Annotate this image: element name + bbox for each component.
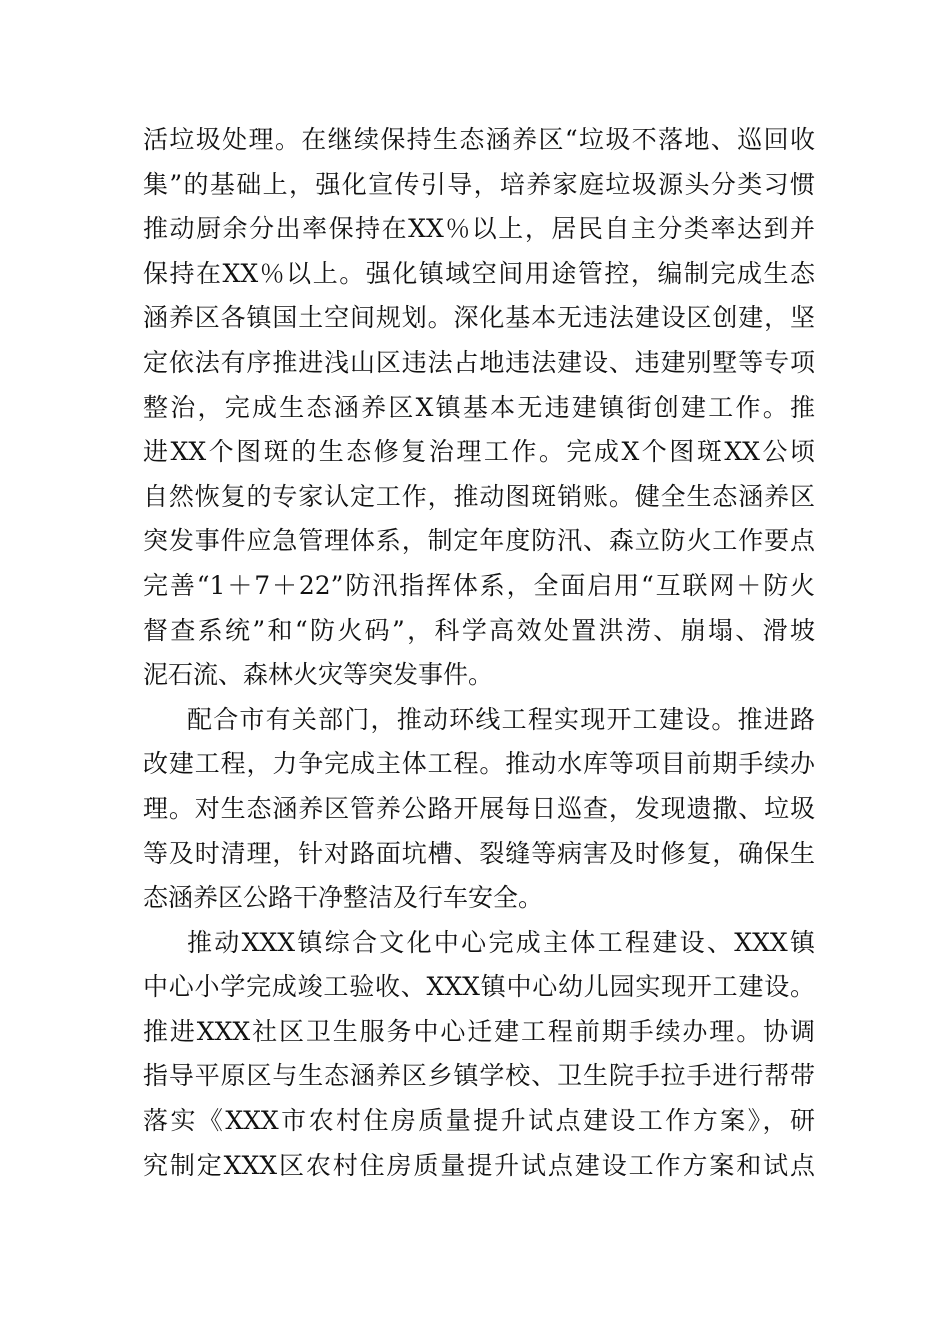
document-body xyxy=(143,118,815,1188)
text-line: 活垃圾处理。在继续保持生态涵养区“垃圾不落地、巡回收 xyxy=(143,125,815,154)
text-line: 定依法有序推进浅山区违法占地违法建设、违建别墅等专项 xyxy=(143,347,815,377)
text-line: 突发事件应急管理体系，制定年度防汛、森立防火工作要点 xyxy=(143,526,815,556)
text-line: 等及时清理，针对路面坑槽、裂缝等病害及时修复，确保生 xyxy=(143,838,815,868)
text-line: 推进XXX社区卫生服务中心迁建工程前期手续办理。协调 xyxy=(143,1016,815,1046)
text-line: 完善“1＋7＋22”防汛指挥体系，全面启用“互联网＋防火 xyxy=(143,570,815,600)
text-line: 督查系统”和“防火码”，科学高效处置洪涝、崩塌、滑坡 xyxy=(143,615,815,645)
text-line: 保持在XX％以上。强化镇域空间用途管控，编制完成生态 xyxy=(143,258,815,288)
text-line: 指导平原区与生态涵养区乡镇学校、卫生院手拉手进行帮带 xyxy=(143,1061,815,1091)
text-line: 自然恢复的专家认定工作，推动图斑销账。健全生态涵养区 xyxy=(143,481,815,511)
paragraph-first-line: 配合市有关部门，推动环线工程实现开工建设。推进路 xyxy=(187,704,815,734)
text-line: 态涵养区公路干净整洁及行车安全。 xyxy=(143,883,544,913)
text-line: 涵养区各镇国土空间规划。深化基本无违法建设区创建，坚 xyxy=(143,303,815,333)
text-line: 泥石流、森林火灾等突发事件。 xyxy=(143,660,494,690)
text-line: 进XX个图斑的生态修复治理工作。完成X个图斑XX公顷 xyxy=(143,437,815,467)
text-line: 改建工程，力争完成主体工程。推动水库等项目前期手续办 xyxy=(143,749,815,779)
text-line: 推动厨余分出率保持在XX％以上，居民自主分类率达到并 xyxy=(143,214,815,244)
text-line: 整治，完成生态涵养区X镇基本无违建镇街创建工作。推 xyxy=(143,392,815,422)
text-line: 中心小学完成竣工验收、XXX镇中心幼儿园实现开工建设。 xyxy=(143,972,815,1002)
text-line: 究制定XXX区农村住房质量提升试点建设工作方案和试点 xyxy=(143,1150,815,1180)
text-line: 集”的基础上，强化宣传引导，培养家庭垃圾源头分类习惯 xyxy=(143,169,815,199)
paragraph-first-line: 推动XXX镇综合文化中心完成主体工程建设、XXX镇 xyxy=(187,927,815,957)
text-line: 理。对生态涵养区管养公路开展每日巡查，发现遗撒、垃圾 xyxy=(143,793,815,823)
text-line: 落实《XXX市农村住房质量提升试点建设工作方案》，研 xyxy=(143,1106,815,1136)
